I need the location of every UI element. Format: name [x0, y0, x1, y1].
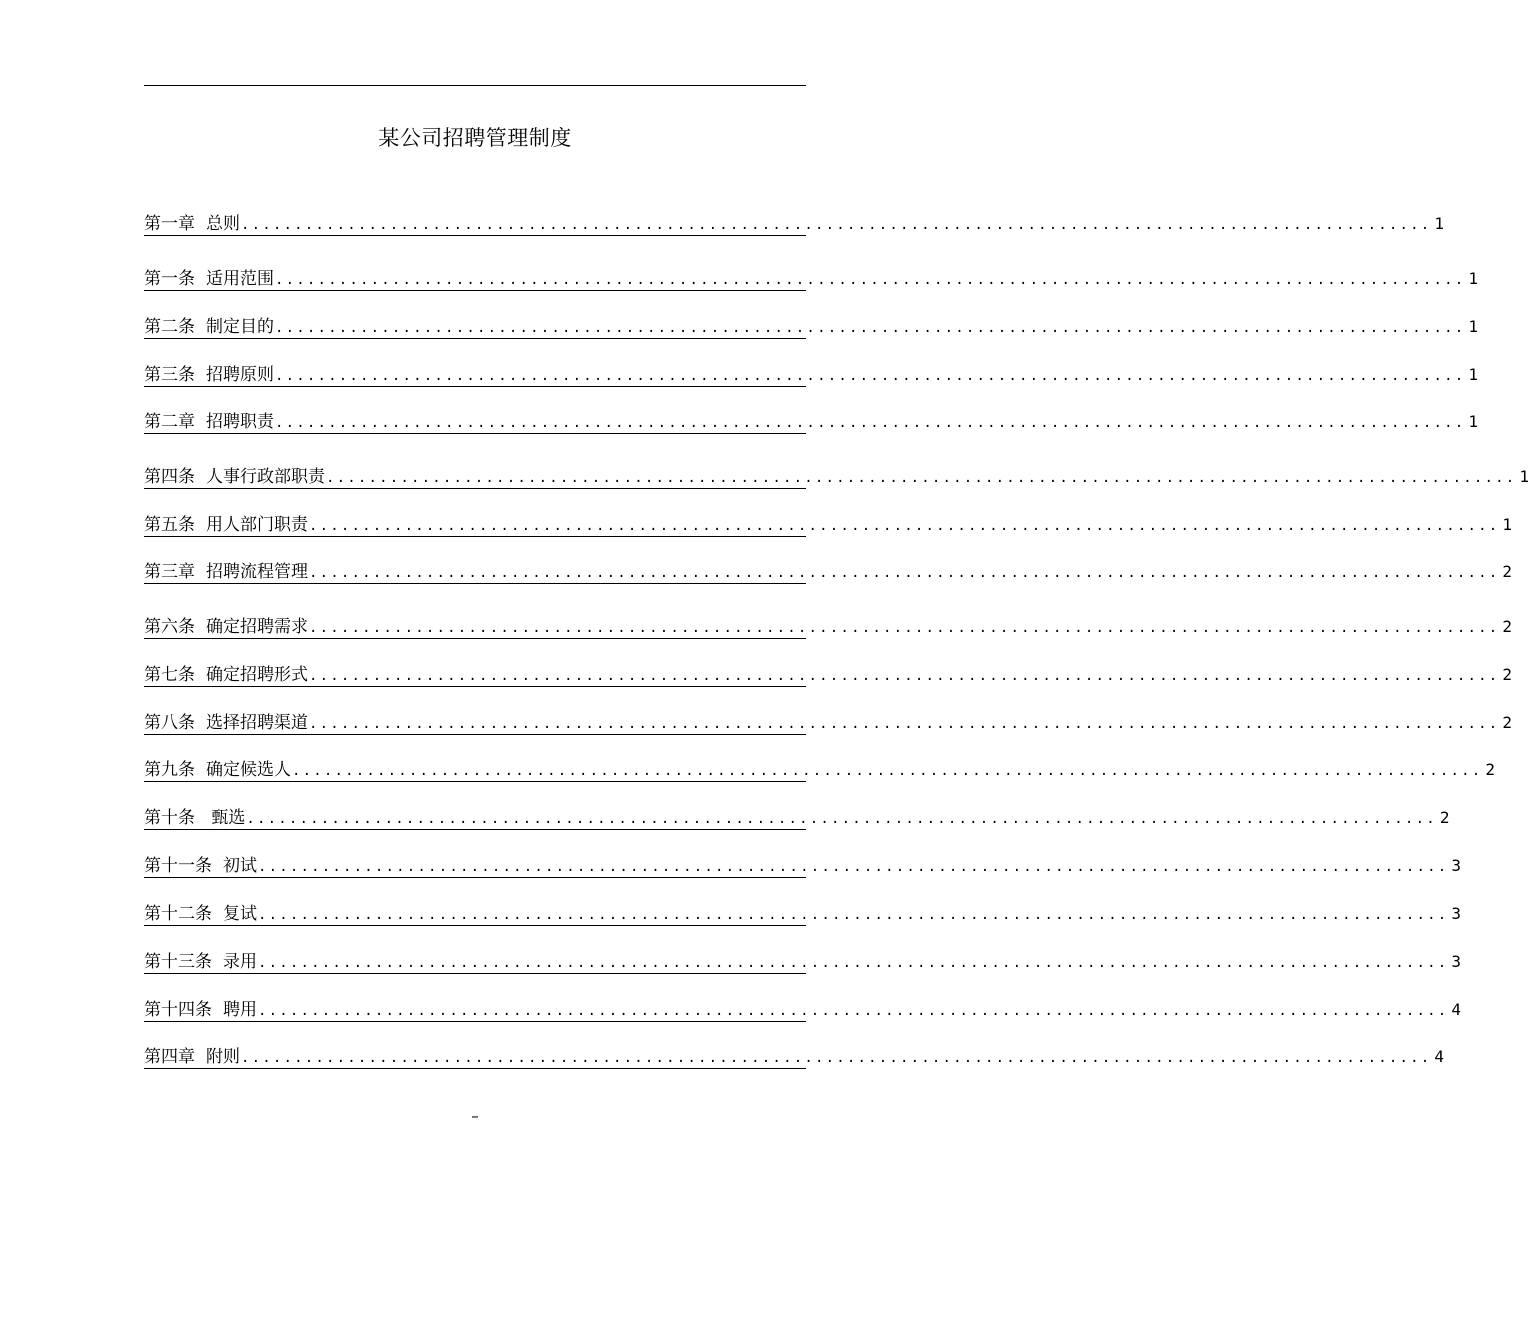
toc-entry-number: 第七条: [144, 665, 195, 685]
toc-dot-leader: ................................................................................................................: [275, 320, 1466, 336]
toc-entry-chapter-3[interactable]: [144, 559, 1513, 584]
toc-dot-leader: ................................................................................................................: [258, 1003, 1449, 1019]
toc-dot-leader: ................................................................................................................: [275, 272, 1466, 288]
toc-page-number: 1: [1468, 317, 1479, 336]
toc-dot-leader: ................................................................................................................: [309, 716, 1500, 732]
toc-entry-number: 第十三条: [144, 952, 212, 972]
toc-page-number: 2: [1485, 760, 1496, 779]
toc-page-number: 3: [1451, 952, 1462, 971]
toc-entry-title: 录用: [223, 952, 257, 972]
toc-entry-number: 第三章: [144, 562, 195, 582]
toc-entry-title: 初试: [223, 856, 257, 876]
toc-entry-number: 第二条: [144, 317, 195, 337]
toc-page-number: 2: [1502, 665, 1513, 684]
toc-entry-chapter-1[interactable]: [144, 211, 1445, 236]
toc-entry-article-8[interactable]: [144, 710, 1513, 735]
toc-entry-article-9[interactable]: [144, 757, 1496, 782]
toc-entry-article-12[interactable]: [144, 901, 1462, 926]
toc-entry-article-1[interactable]: [144, 266, 1479, 291]
toc-page-number: 4: [1451, 1000, 1462, 1019]
toc-entry-title: 人事行政部职责: [206, 467, 325, 487]
toc-entry-title: 确定候选人: [206, 760, 291, 780]
toc-dot-leader: ................................................................................................................: [292, 763, 1483, 779]
toc-entry-number: 第十条: [144, 808, 195, 828]
page-footer-mark: –: [471, 1107, 479, 1125]
toc-entry-title: 招聘原则: [206, 365, 274, 385]
toc-entry-article-14[interactable]: [144, 997, 1462, 1022]
toc-entry-article-2[interactable]: [144, 314, 1479, 339]
toc-entry-title: 附则: [206, 1047, 240, 1067]
toc-entry-article-7[interactable]: [144, 662, 1513, 687]
toc-entry-title: 适用范围: [206, 269, 274, 289]
toc-entry-title: 聘用: [223, 1000, 257, 1020]
toc-entry-title: 甄选: [206, 808, 246, 828]
toc-page-number: 2: [1439, 808, 1450, 827]
toc-page-number: 1: [1468, 269, 1479, 288]
toc-page-number: 3: [1451, 856, 1462, 875]
toc-entry-article-13[interactable]: [144, 949, 1462, 974]
toc-entry-number: 第三条: [144, 365, 195, 385]
toc-entry-number: 第四章: [144, 1047, 195, 1067]
toc-dot-leader: ................................................................................................................: [309, 668, 1500, 684]
toc-page-number: 3: [1451, 904, 1462, 923]
toc-entry-number: 第九条: [144, 760, 195, 780]
toc-entry-title: 确定招聘形式: [206, 665, 308, 685]
toc-dot-leader: ................................................................................................................: [326, 470, 1517, 486]
toc-page-number: 2: [1502, 713, 1513, 732]
toc-entry-title: 选择招聘渠道: [206, 713, 308, 733]
toc-dot-leader: ................................................................................................................: [309, 620, 1500, 636]
toc-entry-title: 用人部门职责: [206, 515, 308, 535]
toc-dot-leader: ................................................................................................................: [258, 955, 1449, 971]
toc-entry-article-11[interactable]: [144, 853, 1462, 878]
toc-entry-chapter-2[interactable]: [144, 409, 1479, 434]
toc-page-number: 2: [1502, 562, 1513, 581]
toc-entry-title: 招聘职责: [206, 412, 274, 432]
toc-page-number: 4: [1434, 1047, 1445, 1066]
toc-dot-leader: ................................................................................................................: [241, 217, 1432, 233]
toc-page-number: 1: [1468, 412, 1479, 431]
toc-dot-leader: ................................................................................................................: [241, 1050, 1432, 1066]
document-title: 某公司招聘管理制度: [378, 126, 572, 150]
toc-entry-number: 第六条: [144, 617, 195, 637]
toc-entry-number: 第四条: [144, 467, 195, 487]
toc-dot-leader: ................................................................................................................: [309, 565, 1500, 581]
toc-entry-article-5[interactable]: [144, 512, 1513, 537]
toc-entry-title: 招聘流程管理: [206, 562, 308, 582]
toc-entry-number: 第一条: [144, 269, 195, 289]
toc-entry-article-4[interactable]: [144, 464, 1529, 489]
toc-entry-chapter-4[interactable]: [144, 1044, 1445, 1069]
toc-entry-number: 第五条: [144, 515, 195, 535]
toc-entry-number: 第八条: [144, 713, 195, 733]
header-rule: [144, 85, 806, 86]
toc-entry-number: 第一章: [144, 214, 195, 234]
toc-entry-article-10[interactable]: [144, 805, 1450, 830]
toc-entry-article-3[interactable]: [144, 362, 1479, 387]
toc-dot-leader: ................................................................................................................: [258, 859, 1449, 875]
toc-entry-title: 制定目的: [206, 317, 274, 337]
toc-dot-leader: ................................................................................................................: [275, 415, 1466, 431]
toc-entry-article-6[interactable]: [144, 614, 1513, 639]
toc-entry-title: 复试: [223, 904, 257, 924]
toc-page-number: 1: [1519, 467, 1529, 486]
toc-dot-leader: ................................................................................................................: [246, 811, 1437, 827]
toc-page-number: 1: [1468, 365, 1479, 384]
toc-entry-title: 确定招聘需求: [206, 617, 308, 637]
toc-page-number: 2: [1502, 617, 1513, 636]
toc-entry-title: 总则: [206, 214, 240, 234]
toc-dot-leader: ................................................................................................................: [258, 907, 1449, 923]
toc-dot-leader: ................................................................................................................: [309, 518, 1500, 534]
toc-entry-number: 第十四条: [144, 1000, 212, 1020]
toc-entry-number: 第二章: [144, 412, 195, 432]
toc-entry-number: 第十二条: [144, 904, 212, 924]
toc-dot-leader: ................................................................................................................: [275, 368, 1466, 384]
toc-entry-number: 第十一条: [144, 856, 212, 876]
toc-page-number: 1: [1502, 515, 1513, 534]
toc-page-number: 1: [1434, 214, 1445, 233]
